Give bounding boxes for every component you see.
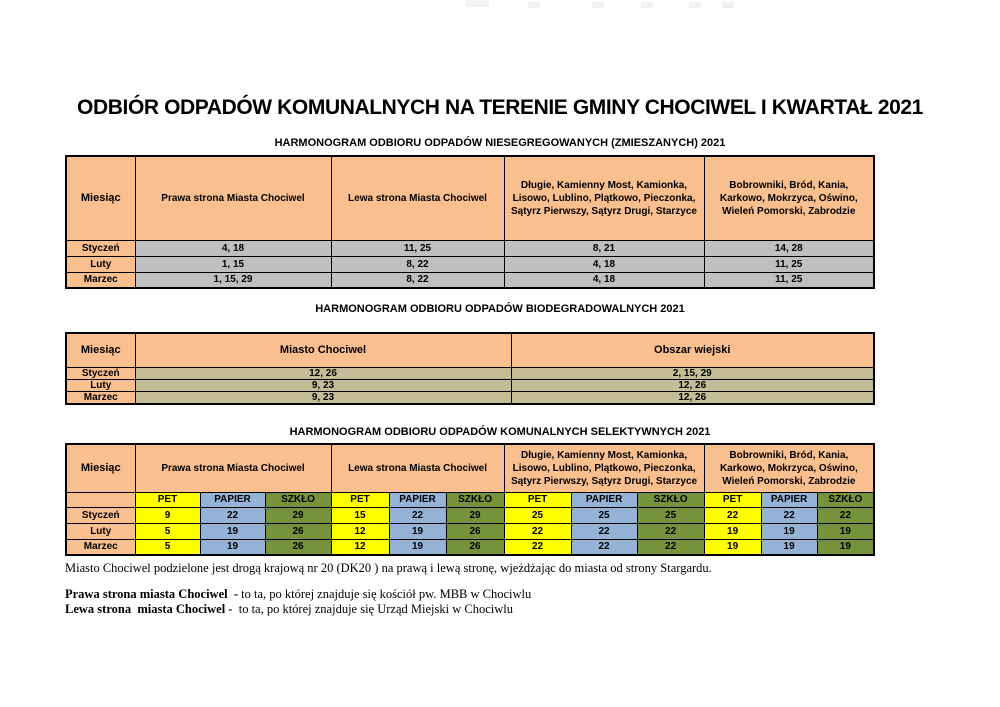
pickup-day-cell-pet: 19 [704, 539, 761, 555]
pickup-day-cell-papier: 22 [761, 507, 817, 523]
month-cell: Marzec [66, 391, 135, 404]
pickup-day-cell-pet: 5 [135, 539, 200, 555]
pickup-day-cell-szklo: 25 [637, 507, 704, 523]
pickup-dates-cell: 11, 25 [704, 256, 874, 272]
pickup-day-cell-pet: 15 [331, 507, 389, 523]
month-cell: Styczeń [66, 507, 135, 523]
pickup-dates-cell: 11, 25 [331, 240, 504, 256]
pickup-day-cell-papier: 19 [200, 539, 265, 555]
table-row [66, 272, 874, 288]
pickup-dates-cell: 14, 28 [704, 240, 874, 256]
month-cell: Luty [66, 523, 135, 539]
pickup-day-cell-papier: 22 [389, 507, 446, 523]
pickup-day-cell-szklo: 29 [265, 507, 331, 523]
subheader-pet: PET [135, 492, 200, 507]
pickup-day-cell-pet: 9 [135, 507, 200, 523]
pickup-day-cell-papier: 22 [571, 539, 637, 555]
pickup-day-cell-papier: 19 [761, 539, 817, 555]
month-cell: Styczeń [66, 367, 135, 379]
month-cell: Styczeń [66, 240, 135, 256]
column-header-bobrowniki-region: Bobrowniki, Bród, Kania, Karkowo, Mokrzyca, Oświno, Wieleń Pomorski, Zabrodzie [704, 444, 874, 492]
table-row [66, 539, 874, 555]
page-title: ODBIÓR ODPADÓW KOMUNALNYCH NA TERENIE GMINY CHOCIWEL I KWARTAŁ 2021 [77, 96, 923, 119]
column-header-bobrowniki-region: Bobrowniki, Bród, Kania, Karkowo, Mokrzyca, Oświno, Wieleń Pomorski, Zabrodzie [704, 156, 874, 240]
note-prawa-strona-text: to ta, po której znajduje się kościół pw. MBB w Chociwlu [241, 587, 532, 601]
pickup-dates-cell: 4, 18 [504, 272, 704, 288]
pickup-dates-cell: 11, 25 [704, 272, 874, 288]
subheader-szklo: SZKŁO [265, 492, 331, 507]
pickup-dates-cell: 4, 18 [504, 256, 704, 272]
column-header-miesiac: Miesiąc [66, 444, 135, 492]
table-row [66, 379, 874, 391]
pickup-dates-cell: 9, 23 [135, 391, 511, 404]
note-prawa-strona-lead: Prawa strona miasta Chociwel - [65, 587, 242, 601]
artifact-mark [722, 2, 734, 8]
column-header-dlugie-region: Długie, Kamienny Most, Kamionka, Lisowo, Lublino, Plątkowo, Pieczonka, Sątyrz Pierwszy, Sątyrz Drugi, Starzyce [504, 156, 704, 240]
column-header-dlugie-region: Długie, Kamienny Most, Kamionka, Lisowo, Lublino, Plątkowo, Pieczonka, Sątyrz Pierwszy, Sątyrz Drugi, Starzyce [504, 444, 704, 492]
table-niesegregowane [65, 155, 875, 289]
note-lewa-strona [65, 602, 513, 617]
column-header-lewa-strona: Lewa strona Miasta Chociwel [331, 444, 504, 492]
table-row [66, 256, 874, 272]
subheader-papier: PAPIER [200, 492, 265, 507]
table-row [66, 507, 874, 523]
pickup-day-cell-papier: 22 [571, 523, 637, 539]
pickup-day-cell-szklo: 22 [637, 539, 704, 555]
pickup-dates-cell: 1, 15 [135, 256, 331, 272]
pickup-day-cell-pet: 22 [504, 523, 571, 539]
table-row [66, 240, 874, 256]
subheader-szklo: SZKŁO [446, 492, 504, 507]
column-header-miesiac: Miesiąc [66, 156, 135, 240]
note-dk20 [65, 561, 712, 576]
pickup-day-cell-pet: 12 [331, 523, 389, 539]
pickup-day-cell-papier: 19 [200, 523, 265, 539]
subheader-szklo: SZKŁO [817, 492, 874, 507]
column-header-obszar-wiejski: Obszar wiejski [511, 333, 874, 367]
note-lewa-strona-text: to ta, po której znajduje się Urząd Miejski w Chociwlu [235, 602, 513, 616]
table-row [66, 367, 874, 379]
month-cell: Marzec [66, 539, 135, 555]
pickup-day-cell-szklo: 19 [817, 539, 874, 555]
artifact-mark [528, 2, 540, 8]
pickup-dates-cell: 4, 18 [135, 240, 331, 256]
artifact-mark [689, 2, 701, 8]
pickup-day-cell-papier: 19 [389, 523, 446, 539]
pickup-day-cell-szklo: 19 [817, 523, 874, 539]
pickup-dates-cell: 1, 15, 29 [135, 272, 331, 288]
pickup-day-cell-szklo: 26 [446, 523, 504, 539]
month-cell: Marzec [66, 272, 135, 288]
header-row [66, 333, 874, 367]
table3-title: HARMONOGRAM ODBIORU ODPADÓW KOMUNALNYCH SELEKTYWNYCH 2021 [289, 426, 711, 438]
subheader-pet: PET [704, 492, 761, 507]
subheader-szklo: SZKŁO [637, 492, 704, 507]
pickup-dates-cell: 12, 26 [511, 391, 874, 404]
header-row [66, 156, 874, 240]
pickup-day-cell-pet: 22 [504, 539, 571, 555]
pickup-day-cell-papier: 22 [200, 507, 265, 523]
header-row-regions [66, 444, 874, 492]
pickup-dates-cell: 8, 22 [331, 256, 504, 272]
column-header-miasto-chociwel: Miasto Chociwel [135, 333, 511, 367]
pickup-day-cell-szklo: 29 [446, 507, 504, 523]
pickup-dates-cell: 9, 23 [135, 379, 511, 391]
pickup-day-cell-pet: 25 [504, 507, 571, 523]
month-cell: Luty [66, 256, 135, 272]
pickup-day-cell-szklo: 26 [265, 539, 331, 555]
artifact-mark [466, 0, 489, 7]
subheader-papier: PAPIER [571, 492, 637, 507]
pickup-day-cell-pet: 19 [704, 523, 761, 539]
table2-title: HARMONOGRAM ODBIORU ODPADÓW BIODEGRADOWALNYCH 2021 [315, 303, 685, 315]
pickup-day-cell-pet: 12 [331, 539, 389, 555]
column-header-lewa-strona: Lewa strona Miasta Chociwel [331, 156, 504, 240]
note-prawa-strona [65, 587, 531, 602]
artifact-mark [641, 2, 653, 8]
pickup-day-cell-szklo: 22 [637, 523, 704, 539]
note-lewa-strona-lead: Lewa strona miasta Chociwel - [65, 602, 236, 616]
pickup-day-cell-szklo: 26 [446, 539, 504, 555]
header-row-fractions [66, 492, 874, 507]
subheader-papier: PAPIER [761, 492, 817, 507]
pickup-dates-cell: 8, 22 [331, 272, 504, 288]
table-selektywne [65, 443, 875, 556]
pickup-day-cell-szklo: 26 [265, 523, 331, 539]
pickup-day-cell-papier: 19 [389, 539, 446, 555]
pickup-day-cell-szklo: 22 [817, 507, 874, 523]
month-cell: Luty [66, 379, 135, 391]
pickup-dates-cell: 2, 15, 29 [511, 367, 874, 379]
table-biodegradowalne [65, 332, 875, 405]
pickup-dates-cell: 8, 21 [504, 240, 704, 256]
subheader-pet: PET [504, 492, 571, 507]
empty-header-cell [66, 492, 135, 507]
column-header-miesiac: Miesiąc [66, 333, 135, 367]
note-dk20-text: Miasto Chociwel podzielone jest drogą krajową nr 20 (DK20 ) na prawą i lewą stronę, wjeżdżając do miasta od strony Stargardu. [65, 561, 712, 575]
column-header-prawa-strona: Prawa strona Miasta Chociwel [135, 444, 331, 492]
table-row [66, 523, 874, 539]
pickup-day-cell-pet: 22 [704, 507, 761, 523]
subheader-pet: PET [331, 492, 389, 507]
artifact-mark [592, 2, 604, 8]
column-header-prawa-strona: Prawa strona Miasta Chociwel [135, 156, 331, 240]
table-row [66, 391, 874, 404]
pickup-day-cell-pet: 5 [135, 523, 200, 539]
subheader-papier: PAPIER [389, 492, 446, 507]
table1-title: HARMONOGRAM ODBIORU ODPADÓW NIESEGREGOWANYCH (ZMIESZANYCH) 2021 [274, 137, 726, 149]
pickup-day-cell-papier: 19 [761, 523, 817, 539]
pickup-day-cell-papier: 25 [571, 507, 637, 523]
pickup-dates-cell: 12, 26 [135, 367, 511, 379]
pickup-dates-cell: 12, 26 [511, 379, 874, 391]
